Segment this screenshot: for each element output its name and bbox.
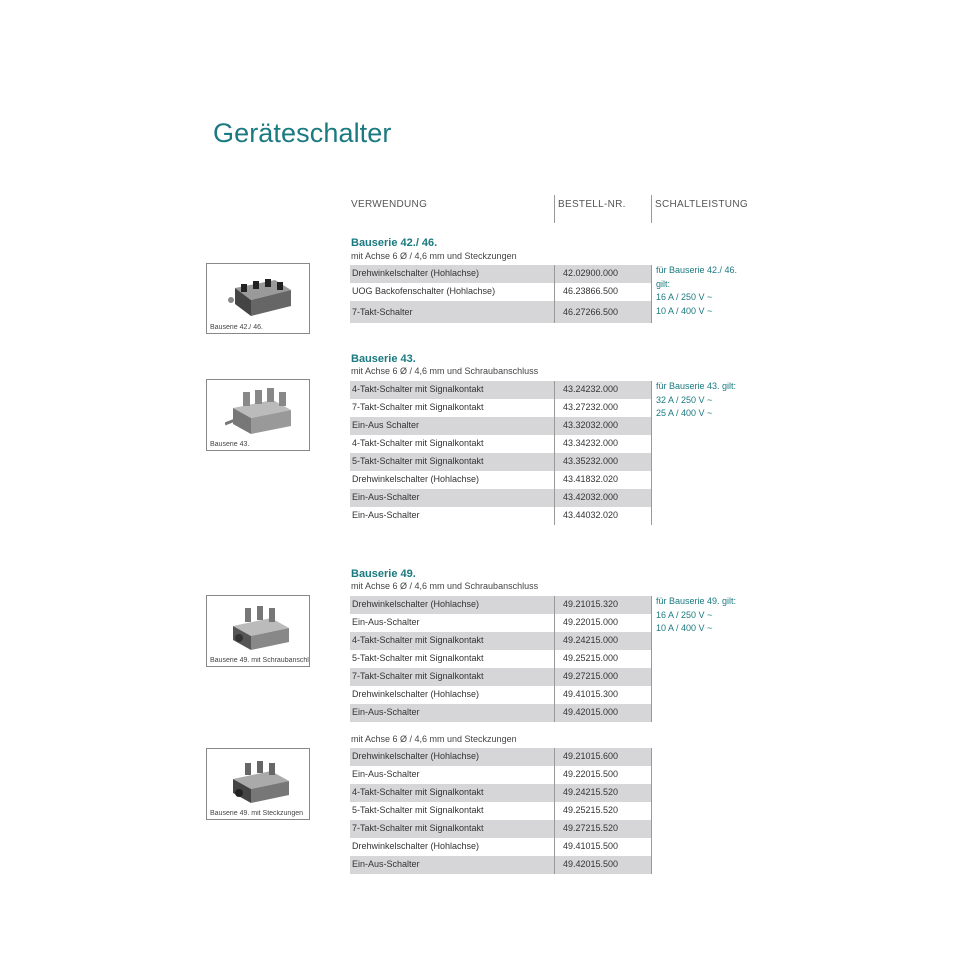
power-rating-43	[656, 380, 736, 421]
row-order-number: 43.42032.000	[554, 489, 652, 507]
table-row	[350, 802, 652, 820]
column-header-schaltleistung: SCHALTLEISTUNG	[655, 199, 748, 210]
row-order-number: 43.34232.000	[554, 435, 652, 453]
power-line: 25 A / 400 V ~	[656, 408, 713, 418]
switch-image-icon	[225, 386, 297, 438]
power-rating-49	[656, 595, 736, 636]
row-name: Ein-Aus-Schalter	[352, 707, 420, 717]
power-line: für Bauserie 43. gilt:	[656, 381, 737, 391]
table-row	[350, 650, 652, 668]
photo-caption: Bauserie 49. mit Steckzungen	[210, 810, 303, 817]
row-order-number: 46.23866.500	[554, 283, 652, 301]
column-header-verwendung: VERWENDUNG	[351, 199, 428, 210]
power-rating-42-46	[656, 264, 737, 318]
row-name: Ein-Aus-Schalter	[352, 510, 420, 520]
switch-image-icon	[225, 755, 295, 807]
table-row	[350, 614, 652, 632]
row-name: Drehwinkelschalter (Hohlachse)	[352, 599, 480, 609]
table-row	[350, 417, 652, 435]
power-line: 32 A / 250 V ~	[656, 394, 713, 405]
row-name: Ein-Aus-Schalter	[352, 492, 420, 502]
table-row	[350, 435, 652, 453]
table-row	[350, 471, 652, 489]
row-name: 4-Takt-Schalter mit Signalkontakt	[352, 635, 484, 645]
row-name: Ein-Aus Schalter	[352, 420, 420, 430]
table-row	[350, 838, 652, 856]
header-divider	[554, 195, 555, 223]
power-line: 10 A / 400 V ~	[656, 305, 713, 316]
row-order-number: 49.24215.000	[554, 632, 652, 650]
table-row	[350, 704, 652, 722]
row-name: 7-Takt-Schalter mit Signalkontakt	[352, 402, 484, 412]
photo-caption: Bauserie 43.	[210, 441, 250, 448]
table-row	[350, 381, 652, 399]
row-order-number: 49.27215.520	[554, 820, 652, 838]
row-name: Ein-Aus-Schalter	[352, 617, 420, 627]
section-subtitle: mit Achse 6 Ø / 4,6 mm und Schraubanschluss	[351, 581, 539, 591]
row-order-number: 49.25215.000	[554, 650, 652, 668]
row-name: 5-Takt-Schalter mit Signalkontakt	[352, 805, 484, 815]
page-title: Geräteschalter	[213, 118, 392, 148]
table-row	[350, 507, 652, 525]
section-title-bauserie-43: Bauserie 43.	[351, 353, 416, 365]
row-order-number: 49.21015.320	[554, 596, 652, 614]
table-row	[350, 856, 652, 874]
row-order-number: 49.25215.520	[554, 802, 652, 820]
table-row	[350, 820, 652, 838]
row-order-number: 43.32032.000	[554, 417, 652, 435]
product-table-43	[350, 381, 652, 525]
power-line: 10 A / 400 V ~	[656, 623, 713, 633]
row-order-number: 49.41015.500	[554, 838, 652, 856]
header-divider	[651, 195, 652, 223]
switch-image-icon	[225, 602, 295, 654]
power-line: 16 A / 250 V ~	[656, 609, 713, 620]
row-name: 7-Takt-Schalter mit Signalkontakt	[352, 823, 484, 833]
section-subtitle: mit Achse 6 Ø / 4,6 mm und Steckzungen	[351, 251, 517, 261]
product-photo-43	[206, 379, 310, 451]
product-table-49-steck	[350, 748, 652, 874]
product-photo-49-steck	[206, 748, 310, 820]
column-header-bestell-nr: BESTELL-NR.	[558, 199, 626, 210]
row-name: 7-Takt-Schalter	[352, 307, 413, 317]
product-photo-42-46	[206, 263, 310, 334]
photo-caption: Bauserie 49. mit Schraubanschl	[210, 657, 309, 664]
table-row	[350, 283, 652, 301]
row-name: 5-Takt-Schalter mit Signalkontakt	[352, 456, 484, 466]
row-order-number: 43.27232.000	[554, 399, 652, 417]
switch-image-icon	[225, 270, 295, 320]
product-photo-49-schraub	[206, 595, 310, 667]
table-row	[350, 686, 652, 704]
row-order-number: 43.35232.000	[554, 453, 652, 471]
row-order-number: 43.24232.000	[554, 381, 652, 399]
power-line: 16 A / 250 V ~	[656, 292, 713, 302]
table-row	[350, 784, 652, 802]
table-row	[350, 301, 652, 323]
section-subtitle: mit Achse 6 Ø / 4,6 mm und Schraubanschluss	[351, 366, 539, 376]
row-name: Ein-Aus-Schalter	[352, 859, 420, 869]
table-row	[350, 766, 652, 784]
row-order-number: 43.41832.020	[554, 471, 652, 489]
table-row	[350, 489, 652, 507]
table-row	[350, 265, 652, 283]
row-order-number: 49.27215.000	[554, 668, 652, 686]
power-line: für Bauserie 42./ 46.	[656, 265, 738, 275]
table-row	[350, 632, 652, 650]
row-order-number: 49.41015.300	[554, 686, 652, 704]
row-name: Drehwinkelschalter (Hohlachse)	[352, 751, 480, 761]
power-line: für Bauserie 49. gilt:	[656, 596, 737, 606]
row-order-number: 49.42015.000	[554, 704, 652, 722]
table-row	[350, 668, 652, 686]
row-order-number: 49.24215.520	[554, 784, 652, 802]
row-order-number: 49.42015.500	[554, 856, 652, 874]
row-name: 4-Takt-Schalter mit Signalkontakt	[352, 787, 484, 797]
row-name: 4-Takt-Schalter mit Signalkontakt	[352, 438, 484, 448]
product-table-42-46	[350, 265, 652, 323]
table-row	[350, 596, 652, 614]
product-table-49-schraub	[350, 596, 652, 722]
section-title-bauserie-49: Bauserie 49.	[351, 568, 416, 580]
row-order-number: 49.22015.000	[554, 614, 652, 632]
table-row	[350, 748, 652, 766]
row-order-number: 46.27266.500	[554, 301, 652, 323]
photo-caption: Bauserie 42./ 46.	[210, 324, 263, 331]
row-name: Ein-Aus-Schalter	[352, 769, 420, 779]
row-name: 7-Takt-Schalter mit Signalkontakt	[352, 671, 484, 681]
power-line: gilt:	[656, 278, 671, 289]
row-name: 4-Takt-Schalter mit Signalkontakt	[352, 384, 484, 394]
row-name: Drehwinkelschalter (Hohlachse)	[352, 474, 480, 484]
row-order-number: 49.21015.600	[554, 748, 652, 766]
row-order-number: 49.22015.500	[554, 766, 652, 784]
table-row	[350, 453, 652, 471]
row-name: Drehwinkelschalter (Hohlachse)	[352, 268, 480, 278]
row-order-number: 42.02900.000	[554, 265, 652, 283]
section-subtitle: mit Achse 6 Ø / 4,6 mm und Steckzungen	[351, 734, 517, 744]
row-order-number: 43.44032.020	[554, 507, 652, 525]
row-name: UOG Backofenschalter (Hohlachse)	[352, 286, 496, 296]
row-name: 5-Takt-Schalter mit Signalkontakt	[352, 653, 484, 663]
section-title-bauserie-42-46: Bauserie 42./ 46.	[351, 237, 438, 249]
row-name: Drehwinkelschalter (Hohlachse)	[352, 689, 480, 699]
row-name: Drehwinkelschalter (Hohlachse)	[352, 841, 480, 851]
table-row	[350, 399, 652, 417]
